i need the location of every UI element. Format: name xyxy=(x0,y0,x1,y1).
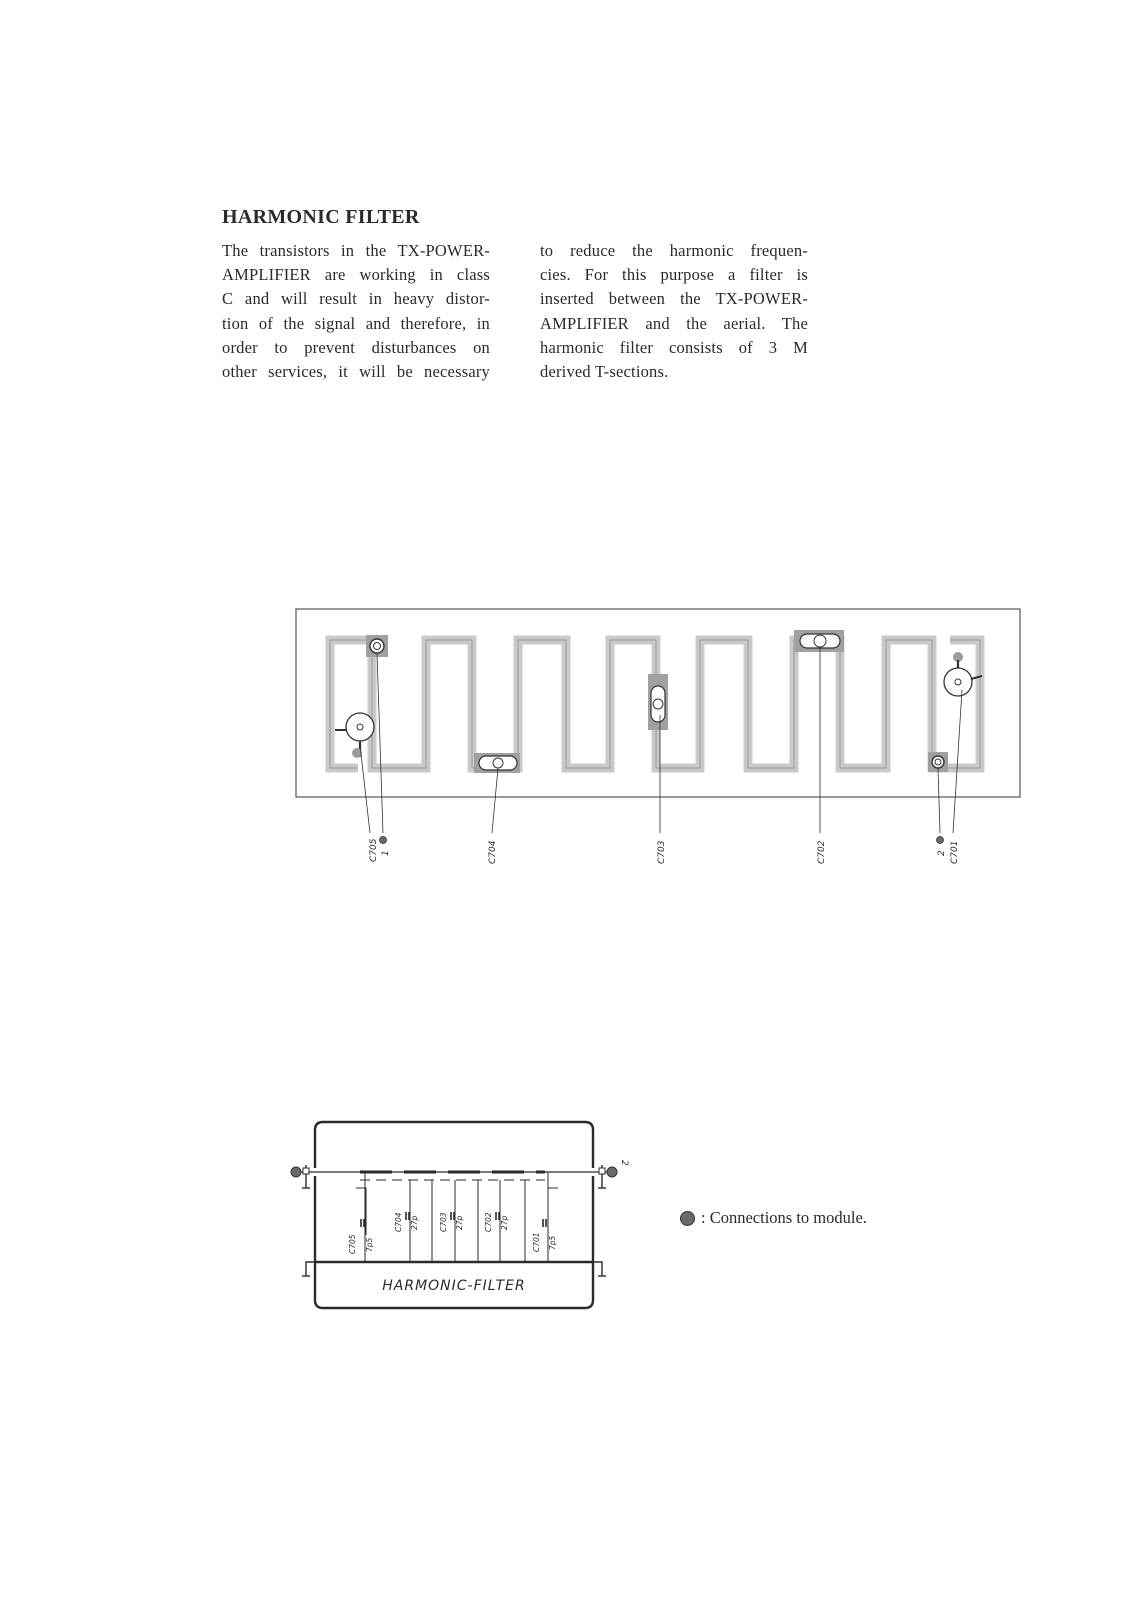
text-line: inserted between the TX-POWER- xyxy=(540,289,808,309)
connection-dot-icon xyxy=(680,1211,695,1226)
cap-label-c701: C701 xyxy=(532,1232,541,1252)
text-line: order to prevent disturbances on xyxy=(222,337,490,357)
label-pin1: 1 xyxy=(381,850,391,856)
capacitor-symbols xyxy=(361,1212,546,1227)
connection-dot-2 xyxy=(607,1167,617,1177)
text-line: The transistors in the TX-POWER- xyxy=(222,241,490,260)
cap-value-c701: 7p5 xyxy=(548,1235,557,1250)
text-line: tion of the signal and therefore, in xyxy=(222,313,490,333)
label-c704: C704 xyxy=(488,840,498,864)
cap-label-c702: C702 xyxy=(484,1212,493,1232)
text-line: other services, it will be necessary xyxy=(222,362,490,382)
enclosure-top xyxy=(315,1122,593,1168)
label-c705: C705 xyxy=(369,838,379,862)
text-line: AMPLIFIER are working in class xyxy=(222,265,490,285)
text-line: derived T-sections. xyxy=(540,362,669,382)
legend-text: : Connections to module. xyxy=(701,1208,867,1227)
label-c701: C701 xyxy=(950,840,960,864)
cap-label-c704: C704 xyxy=(394,1212,403,1232)
cap-label-c703: C703 xyxy=(439,1212,448,1232)
cap-value-c704: 27p xyxy=(410,1215,419,1230)
schematic-pin-2: 2 xyxy=(619,1160,629,1166)
text-line: cies. For this purpose a filter is xyxy=(540,265,808,285)
section-title: HARMONIC FILTER xyxy=(222,206,420,228)
connection-dot-1 xyxy=(291,1167,301,1177)
schematic-title: HARMONIC-FILTER xyxy=(382,1278,526,1294)
label-pin2: 2 xyxy=(937,850,947,856)
text-line: C and will result in heavy distor- xyxy=(222,289,490,309)
label-c703: C703 xyxy=(657,840,667,864)
text-line: to reduce the harmonic frequen- xyxy=(540,241,808,260)
cap-value-c705: 7p5 xyxy=(365,1237,374,1252)
cap-value-c702: 27p xyxy=(500,1215,509,1230)
text-line: AMPLIFIER and the aerial. The xyxy=(540,313,808,333)
label-c702: C702 xyxy=(817,840,827,864)
cap-label-c705: C705 xyxy=(348,1234,357,1254)
cap-value-c703: 27p xyxy=(455,1215,464,1230)
legend xyxy=(680,1208,867,1228)
text-line: harmonic filter consists of 3 M xyxy=(540,337,808,357)
